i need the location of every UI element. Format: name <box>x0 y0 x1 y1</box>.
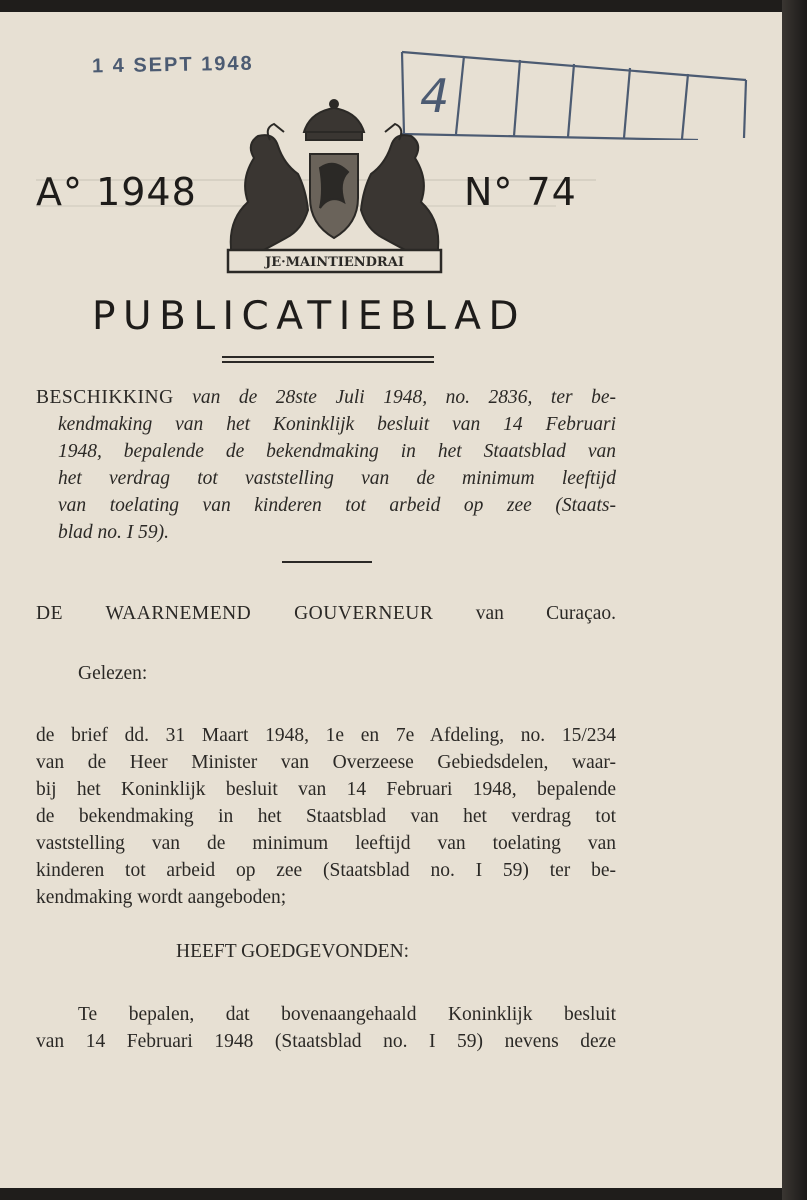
royal-coat-of-arms-icon <box>212 98 457 276</box>
crest-motto: JE·MAINTIENDRAI <box>265 255 404 270</box>
caption-line: het verdrag tot vaststelling van de minimum leeftijd <box>58 468 616 489</box>
paragraph-line: van 14 Februari 1948 (Staatsblad no. I 59) nevens deze <box>36 1031 616 1052</box>
paragraph-line: Te bepalen, dat bovenaangehaald Koninklijk besluit <box>78 1004 616 1025</box>
caption-line: blad no. I 59). <box>58 522 170 543</box>
section-divider <box>282 561 372 563</box>
paragraph-line: de brief dd. 31 Maart 1948, 1e en 7e Afdeling, no. 15/234 <box>36 725 616 746</box>
paragraph-line: bij het Koninklijk besluit van 14 Februari 1948, bepalende <box>36 779 616 800</box>
title-rule-top <box>222 356 434 358</box>
caption-line: kendmaking van het Koninklijk besluit van 14 Februari <box>58 414 616 435</box>
paragraph-line: van de Heer Minister van Overzeese Gebiedsdelen, waar- <box>36 752 616 773</box>
document-title: PUBLICATIEBLAD <box>92 294 526 339</box>
caption-line: 1948, bepalende de bekendmaking in het Staatsblad van <box>58 441 616 462</box>
issuer-line <box>36 600 616 627</box>
page-edge-shadow <box>782 0 807 1200</box>
paragraph-line: kendmaking wordt aangeboden; <box>36 887 287 908</box>
decision-paragraph <box>36 1001 616 1055</box>
document-page <box>0 12 782 1188</box>
gelezen-heading: Gelezen: <box>78 663 148 684</box>
paragraph-line: vaststelling van de minimum leeftijd van toelating van <box>36 833 616 854</box>
paragraph-line: de bekendmaking in het Staatsblad van het verdrag tot <box>36 806 616 827</box>
decree-caption <box>36 384 616 546</box>
caption-line: van toelating van kinderen tot arbeid op zee (Staats- <box>58 495 616 516</box>
caption-line: BESCHIKKING van de 28ste Juli 1948, no. 2836, ter be- <box>36 387 616 408</box>
heeft-goedgevonden-heading: HEEFT GOEDGEVONDEN: <box>176 941 410 962</box>
considerations-paragraph <box>36 722 616 911</box>
issuer-title: DE WAARNEMEND GOUVERNEUR <box>36 603 434 624</box>
publication-number: N° 74 <box>464 170 577 214</box>
publication-year: A° 1948 <box>36 170 197 214</box>
handwritten-number: 4 <box>420 69 450 123</box>
received-date-stamp: 1 4 SEPT 1948 <box>91 52 254 78</box>
title-rule-bottom <box>222 361 434 363</box>
issuer-place: van Curaçao. <box>475 603 617 624</box>
paragraph-line: kinderen tot arbeid op zee (Staatsblad no. I 59) ter be- <box>36 860 616 881</box>
